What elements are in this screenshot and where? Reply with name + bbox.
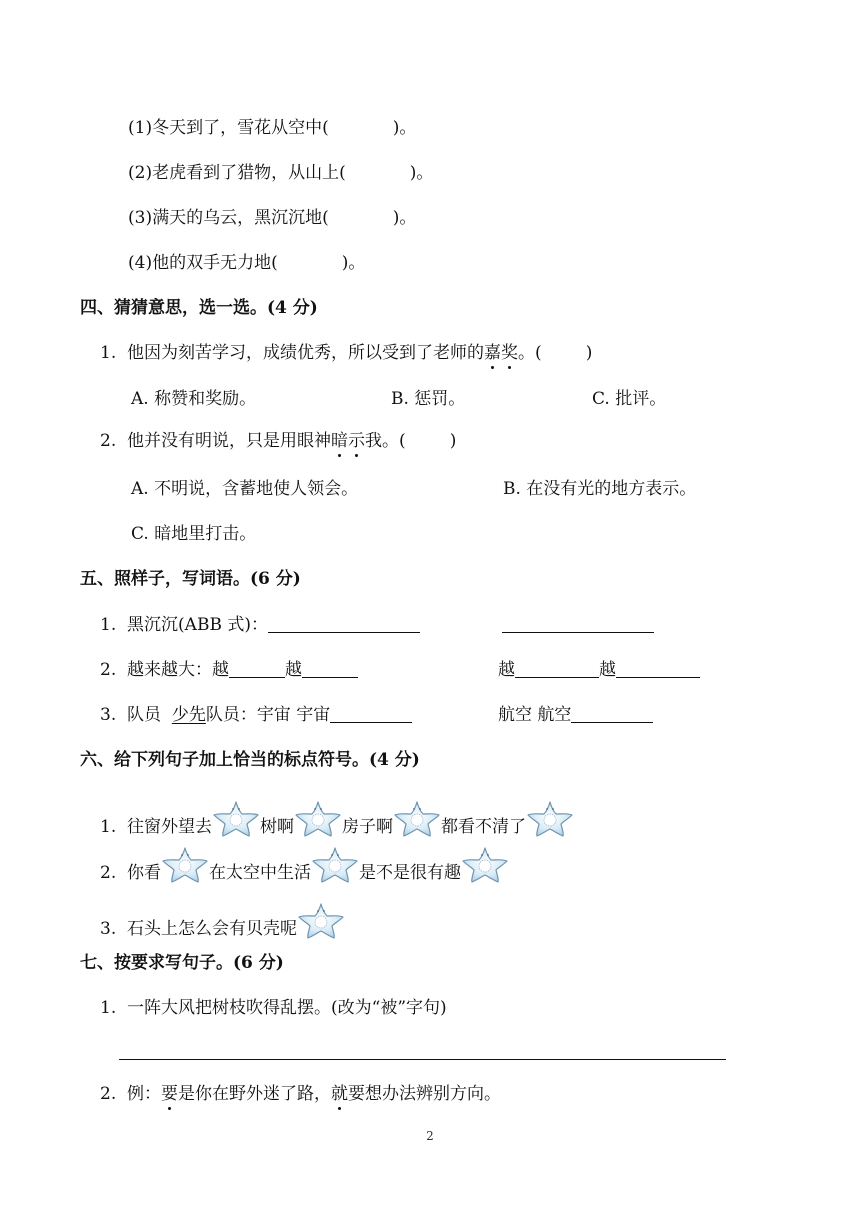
sec5-q2-yue-3: 越 — [498, 660, 515, 680]
sec5-q2 — [100, 659, 358, 681]
sec5-heading: 五、照样子，写词语。(6 分) — [80, 569, 301, 589]
star-answer-box-icon[interactable] — [294, 800, 342, 838]
sec5-q3-c: 队员：宇宙 宇宙 — [205, 705, 331, 725]
star-answer-box-icon[interactable] — [161, 846, 209, 884]
sec7-q1-num: 1. — [100, 998, 117, 1018]
sec7-q1 — [100, 997, 447, 1019]
star-answer-box-icon[interactable] — [526, 800, 574, 838]
sec6-q1-part-4: 都看不清了 — [441, 817, 527, 837]
sec4-q1-dotted-2: 奖 — [501, 343, 519, 363]
sec6-q3 — [100, 902, 345, 940]
sec5-q1-second — [502, 614, 654, 636]
sec7-q2-b: 是你在野外迷了路， — [178, 1084, 332, 1104]
sec6-q3-num: 3. — [100, 919, 117, 939]
sec5-q3-num: 3. — [100, 705, 117, 725]
sec3-q2-text: (2)老虎看到了猎物，从山上( — [128, 163, 346, 183]
star-answer-box-icon[interactable] — [461, 846, 509, 884]
sec5-q3-second — [498, 704, 653, 726]
sec4-q1-pre: 他因为刻苦学习，成绩优秀，所以受到了老师的 — [127, 343, 485, 363]
sec5-q3-blank-1[interactable] — [330, 705, 412, 723]
sec6-q2-part-2: 在太空中生活 — [209, 863, 312, 883]
sec4-heading: 四、猜猜意思，选一选。(4 分) — [80, 298, 318, 318]
sec5-q2-text: 越来越大： — [127, 660, 213, 680]
sec4-q2-pre: 他并没有明说，只是用眼神 — [127, 431, 332, 451]
sec6-q2-num: 2. — [100, 863, 117, 883]
sec3-q4-close: )。 — [341, 253, 366, 273]
sec5-q2-blank-2[interactable] — [302, 660, 358, 678]
star-answer-box-icon[interactable] — [297, 902, 345, 940]
sec5-q2-num: 2. — [100, 660, 117, 680]
sec5-q2-yue-1: 越 — [212, 660, 230, 680]
sec4-q1-post: 。( — [518, 343, 542, 363]
sec5-q2-yue-2: 越 — [285, 660, 303, 680]
sec6-q1-num: 1. — [100, 817, 117, 837]
star-answer-box-icon[interactable] — [311, 846, 359, 884]
sec5-q1-num: 1. — [100, 615, 117, 635]
sec4-q2-option-b: B. 在没有光的地方表示。 — [503, 479, 697, 499]
sec4-q2-option-a: A. 不明说，含蓄地使人领会。 — [131, 479, 359, 499]
sec4-q2-post: 我。( — [365, 431, 406, 451]
sec4-q1-close: ) — [585, 343, 593, 363]
sec6-q1-part-1: 往窗外望去 — [127, 817, 213, 837]
sec4-q2-option-c: C. 暗地里打击。 — [131, 524, 257, 544]
sec7-q1-text: 一阵大风把树枝吹得乱摆。(改为“被”字句) — [127, 998, 447, 1018]
sec7-q2-dotted-1: 要 — [161, 1084, 179, 1104]
sec4-q2-dotted-1: 暗 — [331, 431, 349, 451]
sec7-q2-dotted-2: 就 — [331, 1084, 349, 1104]
sec3-q3-close: )。 — [392, 208, 417, 228]
sec5-q1 — [100, 614, 420, 636]
sec7-q2-num: 2. — [100, 1084, 117, 1104]
sec6-q2 — [100, 846, 509, 884]
sec6-q1-part-2: 树啊 — [260, 817, 295, 837]
sec5-q3-d: 航空 航空 — [498, 705, 572, 725]
star-answer-box-icon[interactable] — [212, 800, 260, 838]
sec4-q1-dotted-1: 嘉 — [484, 343, 502, 363]
sec4-q1-option-c: C. 批评。 — [592, 389, 667, 409]
sec5-q2-yue-4: 越 — [599, 660, 616, 680]
sec4-q1-num: 1. — [100, 343, 117, 363]
star-answer-box-icon[interactable] — [393, 800, 441, 838]
sec4-q2-close: ) — [449, 431, 457, 451]
sec5-q3-a: 队员 — [127, 705, 162, 725]
sec6-q2-part-3: 是不是很有趣 — [359, 863, 462, 883]
sec3-q1-close: )。 — [392, 118, 417, 138]
sec6-q2-part-1: 你看 — [127, 863, 162, 883]
sec4-q1-option-b: B. 惩罚。 — [391, 389, 466, 409]
sec5-q2-blank-3[interactable] — [515, 660, 599, 678]
sec6-q1 — [100, 800, 574, 838]
sec5-q1-text: 黑沉沉(ABB 式)： — [127, 615, 268, 635]
sec4-q2 — [100, 430, 456, 452]
sec3-q3-text: (3)满天的乌云，黑沉沉地( — [128, 208, 329, 228]
sec6-q1-part-3: 房子啊 — [342, 817, 394, 837]
sec7-heading: 七、按要求写句子。(6 分) — [80, 953, 284, 973]
sec3-q4 — [128, 252, 365, 274]
sec7-q1-answer-line[interactable] — [119, 1059, 726, 1060]
sec5-q3 — [100, 704, 412, 726]
sec3-q4-text: (4)他的双手无力地( — [128, 253, 278, 273]
sec5-q2-second — [498, 659, 700, 681]
sec5-q1-blank-2[interactable] — [502, 615, 654, 633]
page-number: 2 — [426, 1129, 434, 1143]
sec3-q1 — [128, 117, 416, 139]
sec5-q2-blank-4[interactable] — [616, 660, 700, 678]
sec6-heading: 六、给下列句子加上恰当的标点符号。(4 分) — [80, 750, 420, 770]
sec5-q1-blank-1[interactable] — [268, 615, 420, 633]
sec7-q2-c: 要想办法辨别方向。 — [348, 1084, 502, 1104]
sec5-q3-underlined: 少先 — [171, 705, 206, 725]
sec3-q2-close: )。 — [409, 163, 434, 183]
sec4-q1 — [100, 342, 592, 364]
sec4-q2-dotted-2: 示 — [348, 431, 366, 451]
sec3-q2 — [128, 162, 433, 184]
sec4-q1-option-a: A. 称赞和奖励。 — [131, 389, 257, 409]
sec7-q2-a: 例： — [127, 1084, 162, 1104]
sec6-q3-part-1: 石头上怎么会有贝壳呢 — [127, 919, 298, 939]
sec7-q2 — [100, 1083, 501, 1105]
sec3-q3 — [128, 207, 416, 229]
sec5-q2-blank-1[interactable] — [229, 660, 285, 678]
sec3-q1-text: (1)冬天到了，雪花从空中( — [128, 118, 329, 138]
sec4-q2-num: 2. — [100, 431, 117, 451]
sec5-q3-blank-2[interactable] — [571, 705, 653, 723]
